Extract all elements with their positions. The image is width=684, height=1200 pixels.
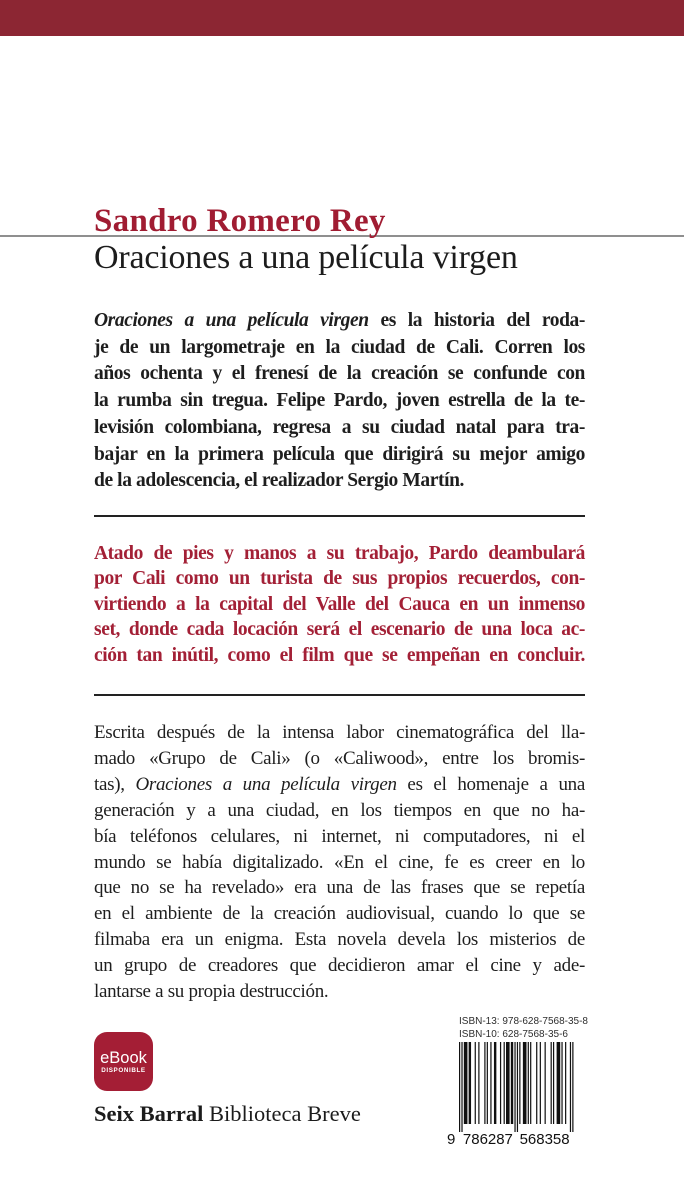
text-line: por Cali como un turista de sus propios recuerdos, con-: [94, 568, 585, 590]
ebook-available-badge: [94, 1032, 153, 1091]
ean13-barcode: [446, 1042, 576, 1148]
text-line: mado «Grupo de Cali» (o «Caliwood», entre los bromis-: [94, 747, 585, 769]
highlight-paragraph: [94, 541, 585, 668]
text-line: bía teléfonos celulares, ni internet, ni computadores, ni el: [94, 825, 585, 847]
separator-rule-top: [94, 515, 585, 517]
ebook-badge-sublabel: DISPONIBLE: [101, 1067, 146, 1074]
text-line: virtiendo a la capital del Valle del Cauca en un inmenso: [94, 593, 585, 615]
text-line: la rumba sin tregua. Felipe Pardo, joven estrella de la te-: [94, 390, 585, 412]
author-name: Sandro Romero Rey: [94, 203, 386, 239]
svg-text:9: 9: [447, 1131, 456, 1148]
text-line: generación y a una ciudad, en los tiempos en que no ha-: [94, 799, 585, 821]
text-line: set, donde cada locación será el escenario de una loca ac-: [94, 619, 585, 641]
book-title: Oraciones a una película virgen: [94, 239, 518, 276]
collection-name: Biblioteca Breve: [208, 1101, 361, 1126]
text-line: Escrita después de la intensa labor cinematográfica del lla-: [94, 722, 585, 743]
text-line: que no se ha revelado» era una de las frases que se repetía: [94, 877, 585, 899]
text-line: filmaba era un enigma. Esta novela devela los misterios de: [94, 929, 585, 951]
text-line: bajar en la primera película que dirigirá su mejor amigo: [94, 443, 585, 465]
ebook-badge-label: eBook: [100, 1049, 147, 1067]
synopsis-paragraph: [94, 308, 585, 495]
svg-text:786287: 786287: [462, 1131, 513, 1148]
text-line: en el ambiente de la creación audiovisual, cuando lo que se: [94, 903, 585, 925]
separator-rule-bottom: [94, 694, 585, 696]
top-color-bar: [0, 0, 684, 36]
text-line: de la adolescencia, el realizador Sergio Martín.: [94, 470, 465, 492]
text-line: Oraciones a una película virgen es la historia del roda-: [94, 310, 585, 331]
barcode-block: [446, 1016, 596, 1148]
svg-text:568358: 568358: [519, 1131, 570, 1148]
text-line: je de un largometraje en la ciudad de Cali. Corren los: [94, 336, 585, 358]
isbn10-label: ISBN-10: 628-7568-35-6: [459, 1028, 568, 1040]
text-line: Atado de pies y manos a su trabajo, Pardo deambulará: [94, 543, 585, 564]
text-line: tas), Oraciones a una película virgen es el homenaje a una: [94, 773, 585, 795]
text-line: años ochenta y el frenesí de la creación se confunde con: [94, 363, 585, 385]
text-line: levisión colombiana, regresa a su ciudad natal para tra-: [94, 416, 585, 438]
publisher-name: Seix Barral: [94, 1101, 204, 1126]
isbn13-label: ISBN-13: 978-628-7568-35-8: [459, 1016, 588, 1027]
text-line: ción tan inútil, como el film que se empeñan en concluir.: [94, 644, 585, 666]
text-line: un grupo de creadores que decidieron amar el cine y ade-: [94, 955, 585, 977]
text-line: lantarse a su propia destrucción.: [94, 981, 329, 1003]
description-paragraph: [94, 720, 585, 1005]
text-line: mundo se había digitalizado. «En el cine, fe es creer en lo: [94, 851, 585, 873]
